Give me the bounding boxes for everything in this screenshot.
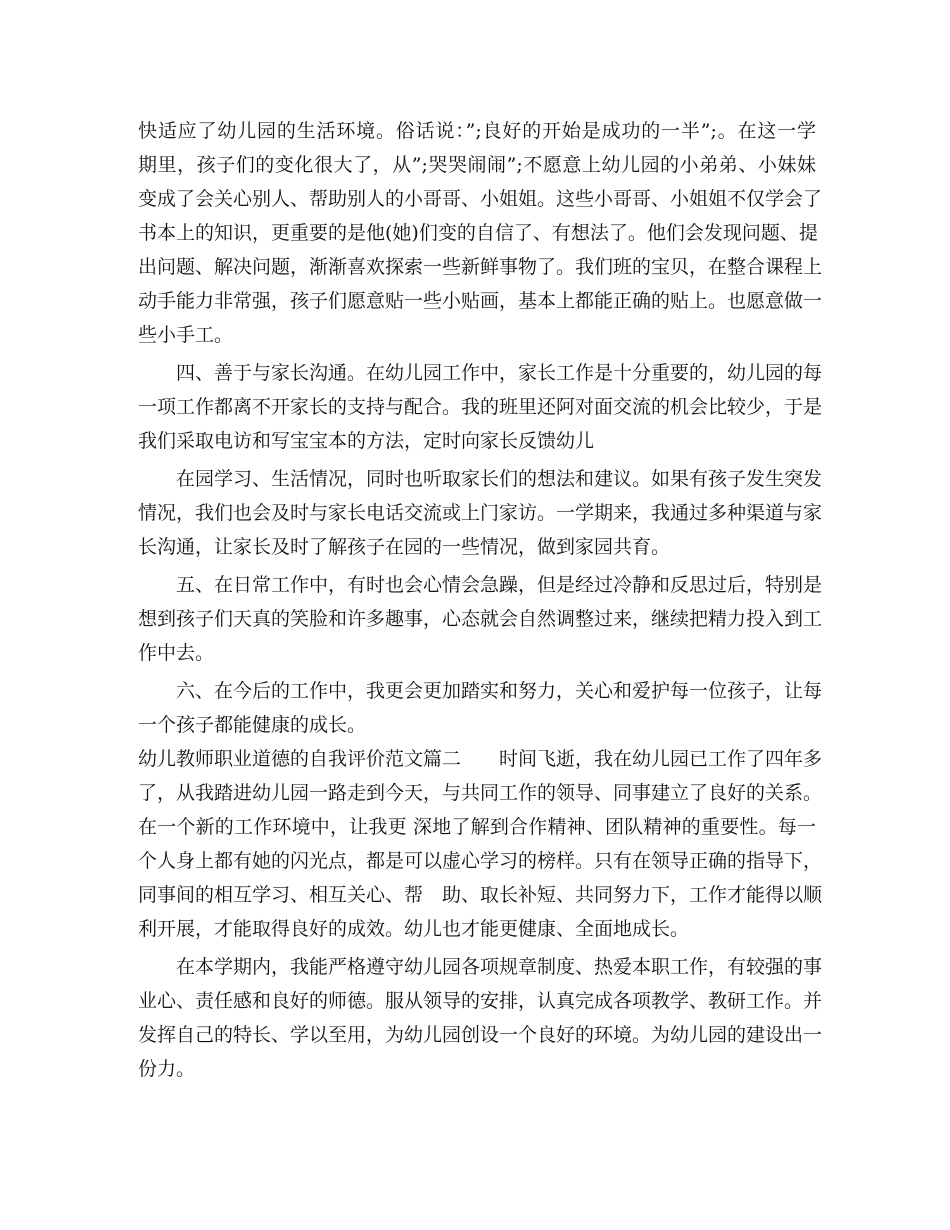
text-line: 变成了会关心别人、帮助别人的小哥哥、小姐姐。这些小哥哥、小姐姐不仅学会了 — [138, 188, 823, 210]
section-heading-line: 幼儿教师职业道德的自我评价范文篇二 时间飞逝，我在幼儿园已工作了四年多 — [138, 748, 823, 770]
paragraph-start-line: 四、善于与家长沟通。在幼儿园工作中，家长工作是十分重要的，幼儿园的每 — [176, 362, 823, 384]
text-line: 长沟通，让家长及时了解孩子在园的一些情况，做到家园共育。 — [138, 536, 671, 558]
text-line: 业心、责任感和良好的师德。服从领导的安排，认真完成各项教学、教研工作。并 — [138, 990, 823, 1012]
text-line: 利开展，才能取得良好的成效。幼儿也才能更健康、全面地成长。 — [138, 918, 690, 940]
paragraph-start-line: 在本学期内，我能严格遵守幼儿园各项规章制度、热爱本职工作，有较强的事 — [176, 956, 823, 978]
text-line: 同事间的相互学习、相互关心、帮 助、取长补短、共同努力下，工作才能得以顺 — [138, 884, 823, 906]
text-line: 了，从我踏进幼儿园一路走到今天，与共同工作的领导、同事建立了良好的关系。 — [138, 782, 823, 804]
text-line: 一项工作都离不开家长的支持与配合。我的班里还阿对面交流的机会比较少，于是 — [138, 396, 823, 418]
text-line: 个人身上都有她的闪光点，都是可以虚心学习的榜样。只有在领导正确的指导下， — [138, 850, 823, 872]
text-line: 快适应了幼儿园的生活环境。俗话说：”;良好的开始是成功的一半”;。在这一学 — [138, 120, 816, 142]
text-line: 一个孩子都能健康的成长。 — [138, 714, 367, 736]
text-line: 份力。 — [138, 1058, 196, 1080]
text-line: 在一个新的工作环境中，让我更 深地了解到合作精神、团队精神的重要性。每一 — [138, 816, 816, 838]
text-line: 动手能力非常强，孩子们愿意贴一些小贴画，基本上都能正确的贴上。也愿意做一 — [138, 290, 823, 312]
text-line: 情况，我们也会及时与家长电话交流或上门家访。一学期来，我通过多种渠道与家 — [138, 502, 823, 524]
text-line: 发挥自己的特长、学以至用，为幼儿园创设一个良好的环境。为幼儿园的建设出一 — [138, 1024, 823, 1046]
text-line: 书本上的知识，更重要的是他(她)们变的自信了、有想法了。他们会发现问题、提 — [138, 222, 818, 244]
text-line: 些小手工。 — [138, 324, 234, 346]
text-line: 出问题、解决问题，渐渐喜欢探索一些新鲜事物了。我们班的宝贝，在整合课程上 — [138, 256, 823, 278]
text-line: 作中去。 — [138, 642, 215, 664]
paragraph-start-line: 六、在今后的工作中，我更会更加踏实和努力，关心和爱护每一位孩子，让每 — [176, 680, 823, 702]
text-line: 我们采取电访和写宝宝本的方法，定时向家长反馈幼儿 — [138, 430, 595, 452]
paragraph-start-line: 五、在日常工作中，有时也会心情会急躁，但是经过冷静和反思过后，特别是 — [176, 574, 823, 596]
paragraph-start-line: 在园学习、生活情况，同时也听取家长们的想法和建议。如果有孩子发生突发 — [176, 468, 823, 490]
text-line: 想到孩子们天真的笑脸和许多趣事，心态就会自然调整过来，继续把精力投入到工 — [138, 608, 823, 630]
document-body — [138, 116, 823, 1088]
text-line: 期里，孩子们的变化很大了，从”;哭哭闹闹”;不愿意上幼儿园的小弟弟、小妹妹 — [138, 154, 816, 176]
